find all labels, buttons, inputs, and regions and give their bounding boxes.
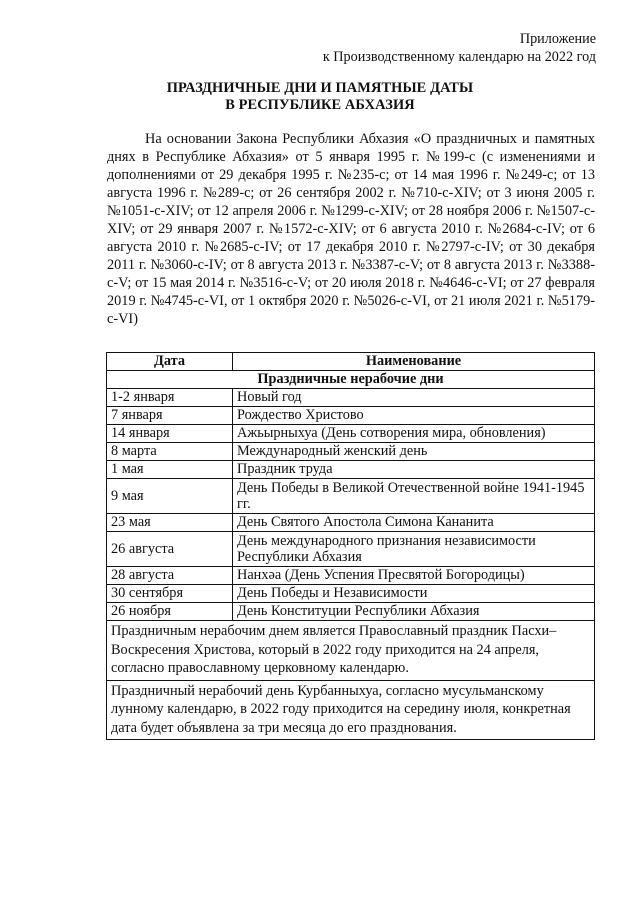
table-row <box>107 389 595 407</box>
holiday-name: Новый год <box>233 389 595 407</box>
table-row <box>107 443 595 461</box>
holiday-date: 9 мая <box>107 479 233 514</box>
table-row <box>107 532 595 567</box>
section-title: Праздничные нерабочие дни <box>107 371 595 389</box>
holiday-name: День Победы и Независимости <box>233 585 595 603</box>
holiday-date: 14 января <box>107 425 233 443</box>
header-date: Дата <box>107 353 233 371</box>
appendix-header <box>323 30 596 66</box>
holiday-date: 8 марта <box>107 443 233 461</box>
table-row <box>107 514 595 532</box>
table-row <box>107 407 595 425</box>
holiday-name: Нанхәа (День Успения Пресвятой Богородицы) <box>233 567 595 585</box>
table-section-row <box>107 371 595 389</box>
document-title <box>0 80 640 114</box>
holiday-name: День Конституции Республики Абхазия <box>233 603 595 621</box>
table-row <box>107 603 595 621</box>
holiday-date: 7 января <box>107 407 233 425</box>
holiday-date: 28 августа <box>107 567 233 585</box>
holiday-date: 26 ноября <box>107 603 233 621</box>
holiday-date: 26 августа <box>107 532 233 567</box>
easter-note: Праздничным нерабочим днем является Православный праздник Пасхи–Воскресения Христова, который в 2022 году приходится на 24 апреля, согласно православному церковному календарю. <box>107 621 595 681</box>
table-note-row <box>107 680 595 740</box>
holidays-table <box>106 352 595 740</box>
appendix-line-2: к Производственному календарю на 2022 год <box>322 49 596 65</box>
holiday-name: День Святого Апостола Симона Кананита <box>233 514 595 532</box>
table-row <box>107 585 595 603</box>
holiday-name: Международный женский день <box>233 443 595 461</box>
title-line-1: ПРАЗДНИЧНЫЕ ДНИ И ПАМЯТНЫЕ ДАТЫ <box>166 80 474 96</box>
table-header-row <box>107 353 595 371</box>
table-note-row <box>107 621 595 681</box>
intro-paragraph: На основании Закона Республики Абхазия «О праздничных и памятных днях в Республике Абхазия» от 5 января 1995 г. №199-с (с изменениями и дополнениями от 29 декабря 1995 г. №235-с; от 14 мая 1996 г. №249-с; от 13 августа 1996 г. №289-с; от 26 сентября 2002 г. №710-с-XIV; от 3 июня 2005 г. №1051-с-XIV; от 12 апреля 2006 г. №1299-с-XIV; от 28 ноября 2006 г. №1507-с-XIV; от 29 января 2007 г. №1572-с-XIV; от 6 августа 2010 г. №2684-с-IV; от 6 августа 2010 г. №2685-с-IV; от 17 декабря 2010 г. №2797-с-IV; от 30 декабря 2011 г. №3060-с-IV; от 8 августа 2013 г. №3387-с-V; от 8 августа 2013 г. №3388-с-V; от 15 мая 2014 г. №3516-с-V; от 20 июля 2018 г. №4646-с-VI; от 27 февраля 2019 г. №4745-с-VI, от 1 октября 2020 г. №5026-с-VI, от 21 июля 2021 г. №5179-с-VI) <box>107 131 595 327</box>
title-line-2: В РЕСПУБЛИКЕ АБХАЗИЯ <box>225 97 415 113</box>
holiday-name: День международного признания независимости Республики Абхазия <box>233 532 595 567</box>
holiday-name: Ажьырныхуа (День сотворения мира, обновления) <box>233 425 595 443</box>
table-row <box>107 425 595 443</box>
holiday-date: 23 мая <box>107 514 233 532</box>
table-row <box>107 567 595 585</box>
kurban-note: Праздничный нерабочий день Курбанныхуа, согласно мусульманскому лунному календарю, в 2022 году приходится на середину июля, конкретная дата будет объявлена за три месяца до его празднования. <box>107 680 595 740</box>
appendix-line-1: Приложение <box>519 31 596 47</box>
header-name: Наименование <box>233 353 595 371</box>
holiday-date: 30 сентября <box>107 585 233 603</box>
holiday-name: День Победы в Великой Отечественной войне 1941-1945 гг. <box>233 479 595 514</box>
holiday-date: 1 мая <box>107 461 233 479</box>
holiday-name: Праздник труда <box>233 461 595 479</box>
holiday-date: 1-2 января <box>107 389 233 407</box>
table-row <box>107 479 595 514</box>
holiday-name: Рождество Христово <box>233 407 595 425</box>
table-row <box>107 461 595 479</box>
